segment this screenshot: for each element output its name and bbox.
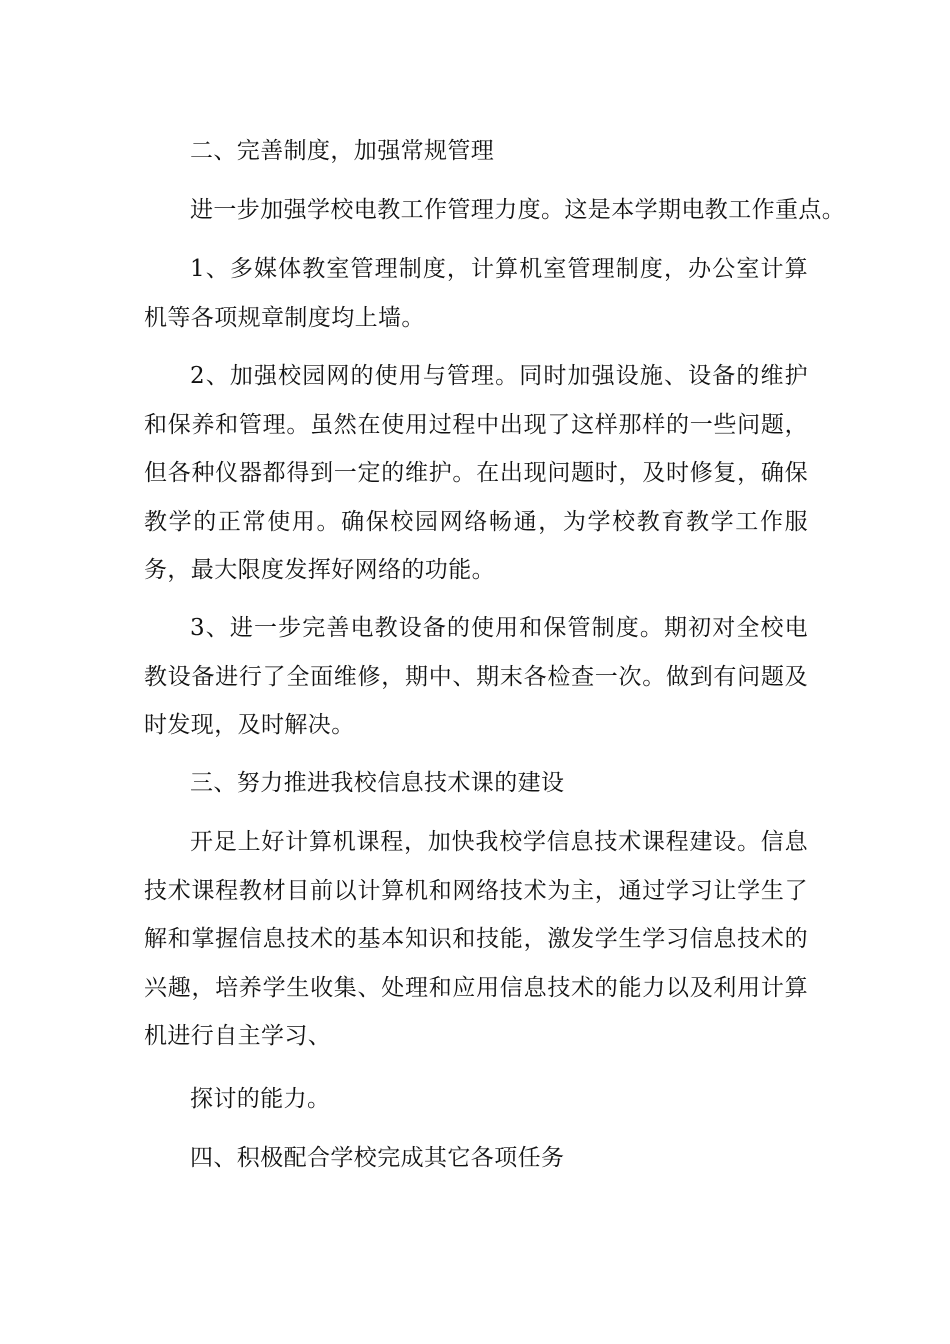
paragraph-item-2: 2、加强校园网的使用与管理。同时加强设施、设备的维护和保养和管理。虽然在使用过程中出现了这样那样的一些问题，但各种仪器都得到一定的维护。在出现问题时，及时修复，确保教学的正常使用。确保校园网络畅通，为学校教育教学工作服务，最大限度发挥好网络的功能。 xyxy=(144,363,808,583)
paragraph-it-course: 开足上好计算机课程，加快我校学信息技术课程建设。信息技术课程教材目前以计算机和网络技术为主，通过学习让学生了解和掌握信息技术的基本知识和技能，激发学生学习信息技术的兴趣，培养学生收集、处理和应用信息技术的能力以及利用计算机进行自主学习、 xyxy=(144,829,808,1049)
section-heading-2: 二、完善制度，加强常规管理 xyxy=(190,138,495,164)
paragraph-continuation: 探讨的能力。 xyxy=(190,1086,331,1112)
section-heading-3: 三、努力推进我校信息技术课的建设 xyxy=(190,770,565,796)
paragraph-item-1: 1、多媒体教室管理制度，计算机室管理制度，办公室计算机等各项规章制度均上墙。 xyxy=(144,256,808,331)
paragraph-item-3: 3、进一步完善电教设备的使用和保管制度。期初对全校电教设备进行了全面维修，期中、期末各检查一次。做到有问题及时发现，及时解决。 xyxy=(144,615,808,738)
section-heading-4: 四、积极配合学校完成其它各项任务 xyxy=(190,1145,565,1171)
paragraph-intro: 进一步加强学校电教工作管理力度。这是本学期电教工作重点。 xyxy=(190,197,846,223)
